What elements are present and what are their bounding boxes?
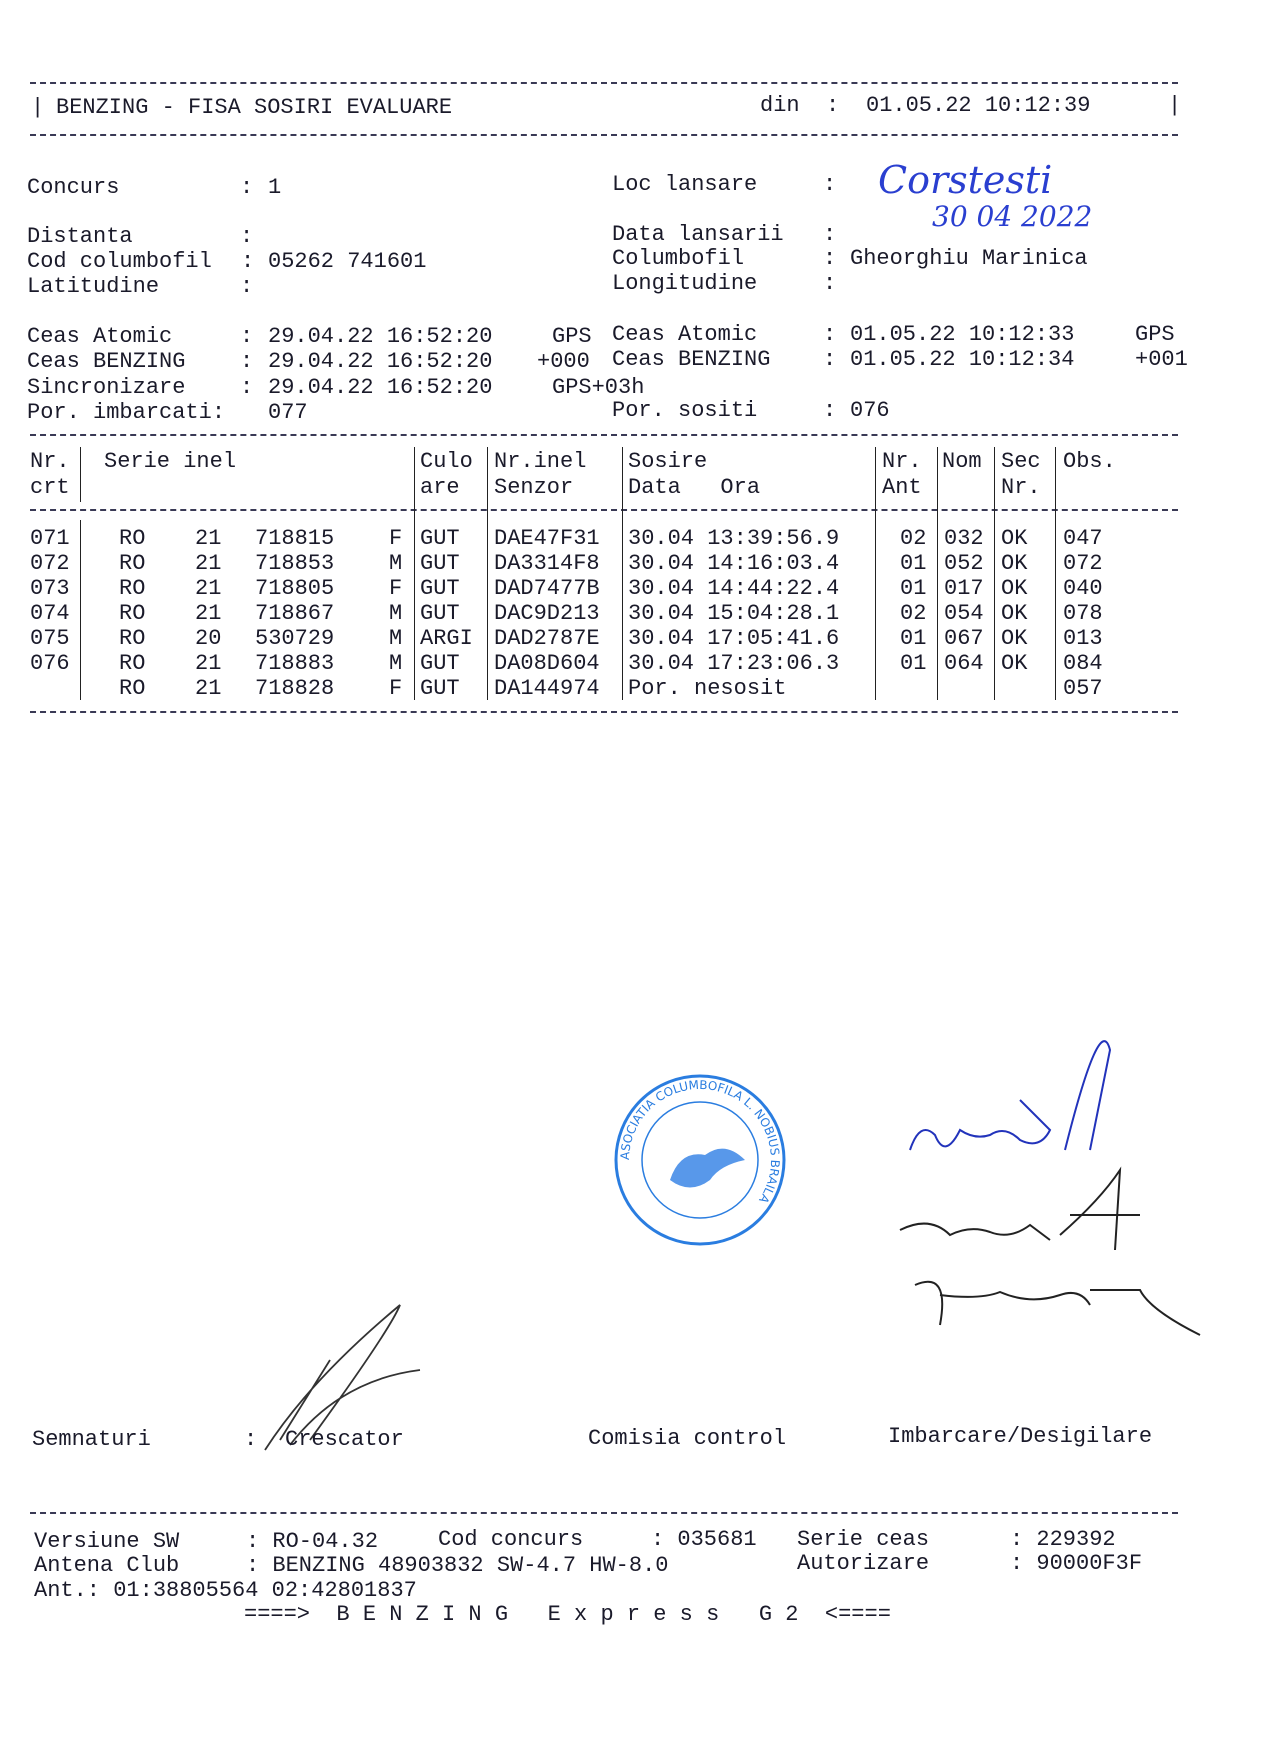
ceas-atomic-end-label: Ceas Atomic [612,322,758,347]
cell-an: 20 [195,626,222,651]
cell-nom: 054 [944,601,984,626]
cell-tara: RO [119,576,146,601]
cell-ant: 02 [900,526,927,551]
columbofil-value: Gheorghiu Marinica [850,246,1088,271]
cell-culoare: GUT [420,551,460,576]
cell-nr: 074 [30,601,70,626]
col-ant-2: Ant [882,475,922,500]
cell-an: 21 [195,676,222,701]
colon: : [240,175,254,200]
antena-label: Antena Club [34,1553,180,1578]
cell-culoare: GUT [420,601,460,626]
cell-senzor: DAD2787E [494,626,600,651]
din-label: din : [760,93,840,118]
colon: : [823,222,837,247]
col-obs: Obs. [1063,449,1116,474]
cell-nom: 032 [944,526,984,551]
cell-culoare: GUT [420,526,460,551]
antena-value: : BENZING 48903832 SW-4.7 HW-8.0 [246,1553,669,1578]
cell-senzor: DA3314F8 [494,551,600,576]
cod-concurs-label: Cod concurs [438,1527,584,1552]
data-handwritten: 30 04 2022 [932,200,1093,233]
cell-nr: 071 [30,526,70,551]
cell-inel: 718828 [255,676,335,701]
cell-obs: 047 [1063,526,1103,551]
cell-obs: 040 [1063,576,1103,601]
divider [30,1512,1178,1514]
cell-tara: RO [119,676,146,701]
distanta-label: Distanta [27,224,133,249]
cell-an: 21 [195,526,222,551]
document-title: BENZING - FISA SOSIRI EVALUARE [56,95,453,120]
column-separator [994,447,995,700]
col-nom: Nom [942,449,982,474]
cell-nr: 076 [30,651,70,676]
cell-sosire: 30.04 13:39:56.9 [628,526,840,551]
colon: : [240,324,254,349]
colon: : [240,349,254,374]
divider [30,82,1178,84]
loc-label: Loc lansare [612,172,758,197]
col-serie: Serie inel [104,449,237,474]
cell-sex: M [389,626,403,651]
colon: : [823,246,837,271]
serie-ceas-label: Serie ceas [797,1527,930,1552]
columbofil-label: Columbofil [612,246,745,271]
cell-nom: 064 [944,651,984,676]
cell-sosire: 30.04 17:23:06.3 [628,651,840,676]
sositi-value: 076 [850,398,890,423]
cell-sec: OK [1001,551,1028,576]
versiune-value: : RO-04.32 [246,1529,379,1554]
header-bar-right: | [1168,93,1182,118]
column-separator [937,447,938,700]
cell-an: 21 [195,576,222,601]
cell-obs: 013 [1063,626,1103,651]
cod-concurs-value: : 035681 [651,1527,757,1552]
cell-inel: 718815 [255,526,335,551]
ant-line: Ant.: 01:38805564 02:42801837 [34,1578,417,1603]
cell-inel: 718883 [255,651,335,676]
cell-nom: 017 [944,576,984,601]
commission-signatures [890,1040,1220,1360]
cell-ant: 02 [900,601,927,626]
cell-sec: OK [1001,526,1028,551]
data-label: Data lansarii [612,222,784,247]
colon: : [823,322,837,347]
ceas-benzing-end-value: 01.05.22 10:12:34 [850,347,1075,372]
sincronizare-value: 29.04.22 16:52:20 [268,375,493,400]
cell-senzor: DAE47F31 [494,526,600,551]
ceas-benzing-start-value: 29.04.22 16:52:20 [268,349,493,374]
imbarcati-value: 077 [268,400,308,425]
longitudine-label: Longitudine [612,271,758,296]
col-senzor: Nr.inel [494,449,587,474]
ceas-benzing-start-label: Ceas BENZING [27,349,186,374]
colon: : [240,224,254,249]
cell-nr: 072 [30,551,70,576]
col-senzor-2: Senzor [494,475,574,500]
cell-an: 21 [195,551,222,576]
imbarcare-label: Imbarcare/Desigilare [888,1424,1153,1449]
cell-sec: OK [1001,626,1028,651]
brand-line: ====> B E N Z I N G E x p r e s s G 2 <==== [244,1602,891,1627]
cod-value: 05262 741601 [268,249,427,274]
cell-nr: 075 [30,626,70,651]
cell-nom: 067 [944,626,984,651]
col-ant: Nr. [882,449,922,474]
cell-sosire: Por. nesosit [628,676,787,701]
column-separator [80,520,81,700]
cell-sosire: 30.04 14:16:03.4 [628,551,840,576]
cell-sosire: 30.04 14:44:22.4 [628,576,840,601]
cell-inel: 718853 [255,551,335,576]
cell-sex: F [389,676,403,701]
ceas-benzing-end-label: Ceas BENZING [612,347,771,372]
imbarcati-label: Por. imbarcati: [27,400,226,425]
sositi-label: Por. sositi [612,398,758,423]
col-nr: Nr. [30,449,70,474]
cell-obs: 078 [1063,601,1103,626]
semnaturi-colon: : [244,1427,258,1452]
cell-sex: M [389,651,403,676]
cell-sosire: 30.04 15:04:28.1 [628,601,840,626]
cell-sex: F [389,526,403,551]
comisia-label: Comisia control [588,1426,787,1451]
col-culoare: Culo [420,449,473,474]
col-sosire-2: Data Ora [628,475,761,500]
header-bar-left: | [31,95,45,120]
svg-text:ASOCIATIA COLUMBOFILA L. NOBIU: ASOCIATIA COLUMBOFILA L. NOBIUS BRAILA [617,1077,783,1206]
cell-tara: RO [119,626,146,651]
semnaturi-label: Semnaturi [32,1427,151,1452]
cell-inel: 718867 [255,601,335,626]
ceas-atomic-end-value: 01.05.22 10:12:33 [850,322,1075,347]
ceas-benzing-start-suffix: +000 [537,349,590,374]
cell-senzor: DA08D604 [494,651,600,676]
cell-ant: 01 [900,626,927,651]
cell-ant: 01 [900,576,927,601]
colon: : [823,271,837,296]
cell-obs: 084 [1063,651,1103,676]
col-nr-2: crt [30,475,70,500]
cell-sex: F [389,576,403,601]
divider [30,434,1178,436]
ceas-atomic-start-label: Ceas Atomic [27,324,173,349]
cell-sec: OK [1001,651,1028,676]
cell-ant: 01 [900,651,927,676]
cell-senzor: DAC9D213 [494,601,600,626]
cell-obs: 057 [1063,676,1103,701]
cod-label: Cod columbofil [27,249,212,274]
concurs-label: Concurs [27,175,120,200]
column-separator [1055,447,1056,700]
crescator-label: Crescator [285,1427,404,1452]
cell-an: 21 [195,651,222,676]
cell-senzor: DA144974 [494,676,600,701]
cell-sec: OK [1001,576,1028,601]
colon: : [823,172,837,197]
col-culoare-2: are [420,475,460,500]
cell-sex: M [389,551,403,576]
ceas-atomic-start-suffix: GPS [552,324,592,349]
print-datetime: 01.05.22 10:12:39 [866,93,1091,118]
cell-sex: M [389,601,403,626]
cell-tara: RO [119,551,146,576]
colon: : [241,249,255,274]
cell-sosire: 30.04 17:05:41.6 [628,626,840,651]
column-separator [80,447,81,502]
cell-culoare: ARGI [420,626,473,651]
cell-nr: 073 [30,576,70,601]
cell-ant: 01 [900,551,927,576]
latitudine-label: Latitudine [27,274,160,299]
colon: : [823,347,837,372]
colon: : [823,398,837,423]
col-sosire: Sosire [628,449,708,474]
cell-culoare: GUT [420,576,460,601]
column-separator [622,447,623,700]
autorizare-value: : 90000F3F [1010,1551,1143,1576]
divider [30,134,1178,136]
column-separator [875,447,876,700]
cell-tara: RO [119,601,146,626]
cell-an: 21 [195,601,222,626]
ceas-atomic-end-suffix: GPS [1135,322,1175,347]
cell-senzor: DAD7477B [494,576,600,601]
concurs-value: 1 [268,175,282,200]
club-stamp [610,1070,790,1250]
loc-handwritten: Corstesti [878,158,1053,202]
serie-ceas-value: : 229392 [1010,1527,1116,1552]
colon: : [240,274,254,299]
divider [30,509,1178,511]
colon: : [240,375,254,400]
ceas-atomic-start-value: 29.04.22 16:52:20 [268,324,493,349]
cell-tara: RO [119,526,146,551]
column-separator [414,447,415,700]
col-sec-2: Nr. [1001,475,1041,500]
cell-obs: 072 [1063,551,1103,576]
cell-inel: 718805 [255,576,335,601]
ceas-benzing-end-suffix: +001 [1135,347,1188,372]
cell-culoare: GUT [420,676,460,701]
cell-tara: RO [119,651,146,676]
divider [30,711,1178,713]
col-sec: Sec [1001,449,1041,474]
sincronizare-label: Sincronizare [27,375,186,400]
cell-nom: 052 [944,551,984,576]
versiune-label: Versiune SW [34,1529,180,1554]
cell-sec: OK [1001,601,1028,626]
cell-inel: 530729 [255,626,335,651]
autorizare-label: Autorizare [797,1551,930,1576]
cell-culoare: GUT [420,651,460,676]
column-separator [487,447,488,700]
sincronizare-suffix: GPS+03h [552,375,645,400]
